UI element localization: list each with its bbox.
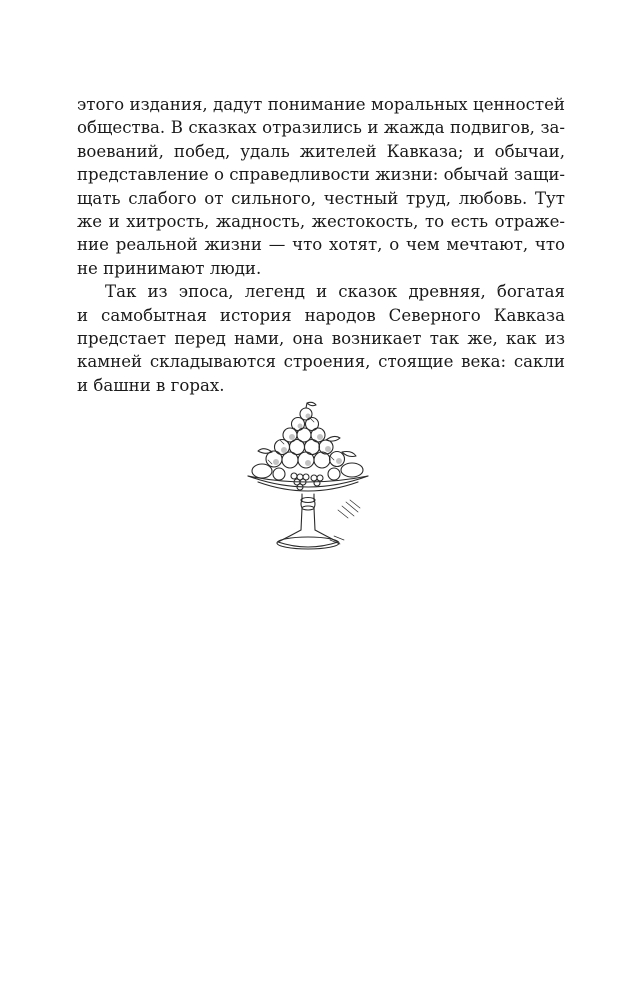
paragraph-1-line-7: ние реальной жизни — что хотят, о чем мечтают, что (77, 235, 565, 255)
paragraph-1-line-5: щать слабого от сильного, честный труд, любовь. Тут (77, 188, 565, 208)
paragraph-2-line-3: предстает перед нами, она возникает так же, как из (77, 328, 565, 348)
paragraph-1-line-4: представление о справедливости жизни: обычай защи- (77, 165, 566, 185)
paragraph-2-line-4: камней складываются строения, стоящие века: сакли (77, 352, 565, 372)
paragraph-1-line-1: этого издания, дадут понимание моральных ценностей (77, 95, 565, 114)
paragraph-1-line-2: общества. В сказках отразились и жажда подвигов, за- (77, 118, 565, 138)
paragraph-2-line-1: Так из эпоса, легенд и сказок древняя, богатая (105, 282, 565, 302)
fruit-bowl-vignette-icon (234, 400, 382, 556)
book-page-text (77, 93, 565, 397)
paragraph-2-line-5: и башни в горах. (77, 375, 225, 395)
paragraph-2-line-2: и самобытная история народов Северного Кавказа (77, 305, 565, 325)
paragraph-1-line-6: же и хитрость, жадность, жестокость, то есть отраже- (77, 211, 565, 231)
paragraph-1-line-3: воеваний, побед, удаль жителей Кавказа; и обычаи, (77, 141, 565, 161)
paragraph-1-line-8: не принимают люди. (77, 258, 262, 278)
